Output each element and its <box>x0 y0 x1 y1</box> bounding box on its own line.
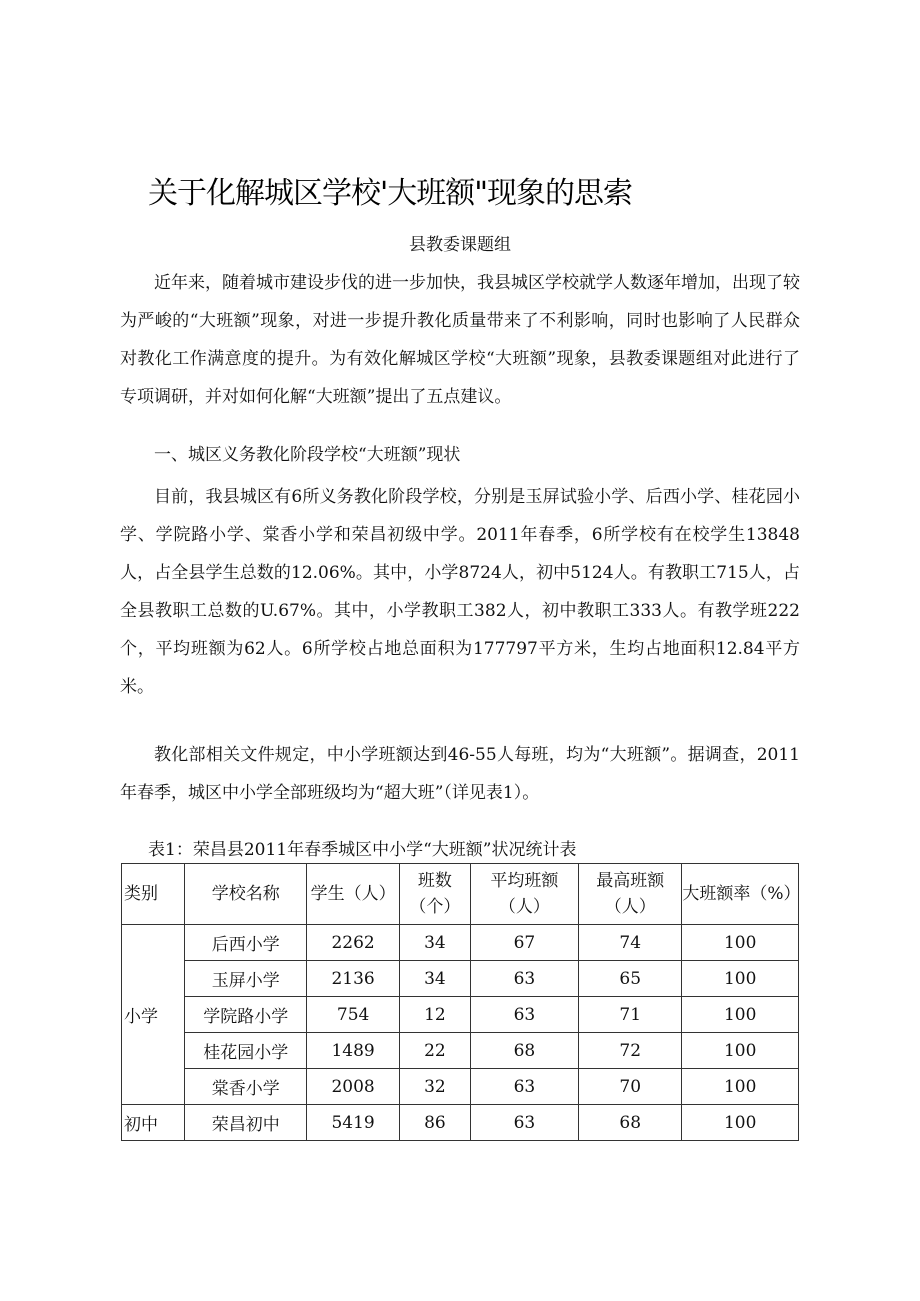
header-classes-label: 班数（个） <box>409 871 461 917</box>
header-avg <box>470 864 578 925</box>
avg-cell: 68 <box>470 1033 578 1069</box>
classes-cell: 86 <box>400 1105 471 1141</box>
students-cell: 1489 <box>307 1033 400 1069</box>
max-cell: 71 <box>579 997 682 1033</box>
section-heading: 一、城区义务教化阶段学校“大班额”现状 <box>154 445 461 465</box>
classes-cell: 34 <box>400 925 471 961</box>
document-author: 县教委课题组 <box>409 235 511 255</box>
avg-cell: 63 <box>470 1069 578 1105</box>
school-cell: 荣昌初中 <box>185 1105 307 1141</box>
rate-cell: 100 <box>682 997 799 1033</box>
students-cell: 5419 <box>307 1105 400 1141</box>
header-students <box>307 864 400 925</box>
students-cell: 754 <box>307 997 400 1033</box>
header-max <box>579 864 682 925</box>
classes-cell: 12 <box>400 997 471 1033</box>
category-cell: 初中 <box>122 1105 185 1141</box>
students-cell: 2136 <box>307 961 400 997</box>
header-avg-label: 平均班额（人） <box>490 871 559 917</box>
rate-cell: 100 <box>682 1105 799 1141</box>
header-students-label: 学生（人） <box>310 884 396 904</box>
header-max-label: 最高班额（人） <box>596 871 665 917</box>
table-row <box>122 997 799 1033</box>
school-cell: 棠香小学 <box>185 1069 307 1105</box>
school-cell: 后西小学 <box>185 925 307 961</box>
avg-cell: 63 <box>470 1105 578 1141</box>
table-row <box>122 925 799 961</box>
table-row <box>122 1105 799 1141</box>
classes-cell: 34 <box>400 961 471 997</box>
max-cell: 65 <box>579 961 682 997</box>
table-caption: 表1：荣昌县2011年春季城区中小学“大班额”状况统计表 <box>148 840 577 860</box>
header-rate-label: 大班额率（%） <box>682 884 801 904</box>
category-cell: 小学 <box>122 925 185 1105</box>
classes-cell: 32 <box>400 1069 471 1105</box>
avg-cell: 67 <box>470 925 578 961</box>
table-header-row <box>122 864 799 925</box>
regulation-paragraph: 教化部相关文件规定，中小学班额达到46-55人每班，均为“大班额”。据调查，2011年春季，城区中小学全部班级均为“超大班”（详见表1）。 <box>120 745 800 803</box>
avg-cell: 63 <box>470 997 578 1033</box>
header-category: 类别 <box>122 864 185 925</box>
table-row <box>122 1033 799 1069</box>
school-cell: 学院路小学 <box>185 997 307 1033</box>
rate-cell: 100 <box>682 1033 799 1069</box>
table-row <box>122 1069 799 1105</box>
max-cell: 72 <box>579 1033 682 1069</box>
school-cell: 桂花园小学 <box>185 1033 307 1069</box>
rate-cell: 100 <box>682 961 799 997</box>
avg-cell: 63 <box>470 961 578 997</box>
max-cell: 74 <box>579 925 682 961</box>
document-title: 关于化解城区学校'大班额"现象的思索 <box>148 176 633 211</box>
school-cell: 玉屏小学 <box>185 961 307 997</box>
table-row <box>122 961 799 997</box>
max-cell: 70 <box>579 1069 682 1105</box>
status-paragraph: 目前，我县城区有6所义务教化阶段学校，分别是玉屏试验小学、后西小学、桂花园小学、学院路小学、棠香小学和荣昌初级中学。2011年春季，6所学校有在校学生13848人，占全县学生总数的12.06%。其中，小学8724人，初中5124人。有教职工715人，占全县教职工总数的U.67%。其中，小学教职工382人，初中教职工333人。有教学班222个，平均班额为62人。6所学校占地总面积为177797平方米，生均占地面积12.84平方米。 <box>120 487 800 697</box>
students-cell: 2262 <box>307 925 400 961</box>
header-school: 学校名称 <box>185 864 307 925</box>
rate-cell: 100 <box>682 925 799 961</box>
header-classes <box>400 864 471 925</box>
max-cell: 68 <box>579 1105 682 1141</box>
classes-cell: 22 <box>400 1033 471 1069</box>
class-size-table <box>121 863 799 1141</box>
students-cell: 2008 <box>307 1069 400 1105</box>
intro-paragraph: 近年来，随着城市建设步伐的进一步加快，我县城区学校就学人数逐年增加，出现了较为严峻的“大班额”现象，对进一步提升教化质量带来了不利影响，同时也影响了人民群众对教化工作满意度的提升。为有效化解城区学校“大班额”现象，县教委课题组对此进行了专项调研，并对如何化解“大班额”提出了五点建议。 <box>120 273 800 407</box>
rate-cell: 100 <box>682 1069 799 1105</box>
header-rate <box>682 864 799 925</box>
